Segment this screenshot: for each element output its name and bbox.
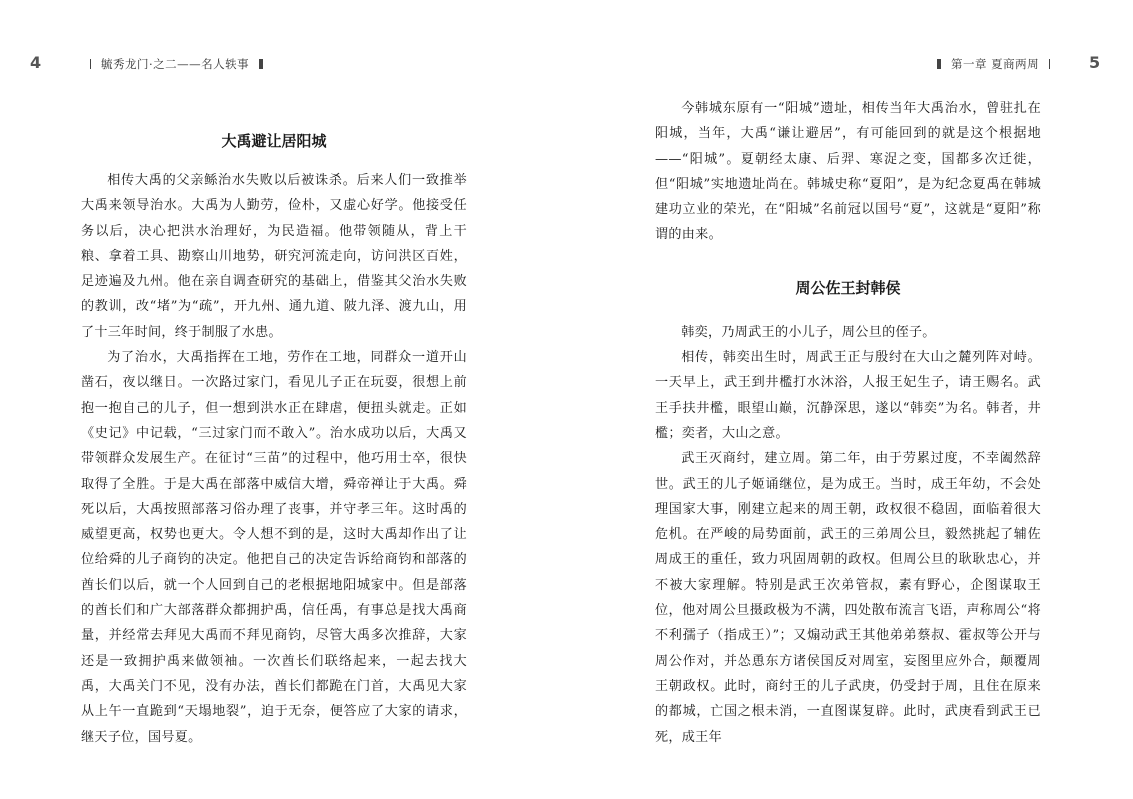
page-number: 5	[1089, 53, 1101, 72]
right-page	[566, 0, 1133, 799]
header-divider	[1049, 59, 1050, 69]
page-number: 4	[30, 53, 42, 72]
running-header-text: 毓秀龙门·之二——名人轶事	[101, 57, 250, 71]
running-header	[927, 56, 1060, 72]
body-paragraph: 今韩城东原有一“阳城”遗址，相传当年大禹治水，曾驻扎在阳城，当年，大禹“谦让避居”，有可能回到的就是这个根据地——“阳城”。夏朝经太康、后羿、寒浞之变，国都多次迁徙，但“阳城”实地遗址尚在。韩城史称“夏阳”，是为纪念夏禹在韩城建功立业的荣光，在“阳城”名前冠以国号“夏”，这就是“夏阳”称谓的由来。	[655, 101, 1041, 243]
header-marker	[937, 59, 941, 69]
section-heading: 大禹避让居阳城	[221, 132, 327, 150]
left-page	[0, 0, 566, 799]
text-column	[655, 96, 1041, 750]
body-paragraph: 武王灭商纣，建立周。第二年，由于劳累过度，不幸阖然辞世。武王的儿子姬诵继位，是为成王。当时，成王年幼，不会处理国家大事，刚建立起来的周王朝，政权很不稳固，面临着很大危机。在严峻的局势面前，武王的三弟周公旦，毅然挑起了辅佐周成王的重任，致力巩固周朝的政权。但周公旦的耿耿忠心，并不被大家理解。特别是武王次弟管叔，素有野心，企图谋取王位，他对周公旦摄政极为不满，四处散布流言飞语，声称周公“将不利孺子（指成王）”；又煽动武王其他弟弟蔡叔、霍叔等公开与周公作对，并怂恿东方诸侯国反对周室，妄图里应外合，颠覆周王朝政权。此时，商纣王的儿子武庚，仍受封于周，且住在原来的都城，亡国之根未消，一直图谋复辟。此时，武庚看到武王已死，成王年	[655, 451, 1041, 745]
body-paragraph: 韩奕，乃周武王的小儿子，周公旦的侄子。	[681, 324, 936, 340]
running-header	[80, 56, 273, 72]
body-paragraph: 相传，韩奕出生时，周武王正与殷纣在大山之麓列阵对峙。一天早上，武王到井檻打水沐浴，人报王妃生子，请王赐名。武王手扶井檻，眼望山巅，沉静深思，遂以“韩奕”为名。韩者，井檻；奕者，大山之意。	[655, 350, 1041, 441]
header-divider	[90, 59, 91, 69]
text-column	[81, 96, 467, 750]
section-heading: 周公佐王封韩侯	[795, 278, 901, 297]
header-marker	[259, 59, 263, 69]
body-paragraph: 为了治水，大禹指挥在工地，劳作在工地，同群众一道开山凿石，夜以继日。一次路过家门，看见儿子正在玩耍，很想上前抱一抱自己的儿子，但一想到洪水正在肆虐，便扭头就走。正如《史记》中记载，“三过家门而不敢入”。治水成功以后，大禹又带领群众发展生产。在征讨“三苗”的过程中，他巧用士卒，很快取得了全胜。于是大禹在部落中威信大增，舜帝禅让于大禹。舜死以后，大禹按照部落习俗办理了丧事，并守孝三年。这时禹的威望更高，权势也更大。令人想不到的是，这时大禹却作出了让位给舜的儿子商钧的决定。他把自己的决定告诉给商钧和部落的酋长们以后，就一个人回到自己的老根据地阳城家中。但是部落的酋长们和广大部落群众都拥护禹，信任禹，有事总是找大禹商量，并经常去拜见大禹而不拜见商钧，尽管大禹多次推辞，大家还是一致拥护禹来做领袖。一次酋长们联络起来，一起去找大禹，大禹关门不见，没有办法，酋长们都跪在门首，大禹见大家从上午一直跪到“天塌地裂”，迫于无奈，便答应了大家的请求，继天子位，国号夏。	[81, 350, 467, 745]
running-header-text: 第一章 夏商两周	[951, 57, 1040, 71]
body-paragraph: 相传大禹的父亲鲧治水失败以后被诛杀。后来人们一致推举大禹来领导治水。大禹为人勤劳，俭朴，又虚心好学。他接受任务以后，决心把洪水治理好，为民造福。他带领随从，背上干粮、拿着工具、勘察山川地势，研究河流走向，访问洪区百姓，足迹遍及九州。他在亲自调查研究的基础上，借鉴其父治水失败的教训，改“堵”为“疏”，开九州、通九道、陂九泽、渡九山，用了十三年时间，终于制服了水患。	[81, 173, 467, 340]
